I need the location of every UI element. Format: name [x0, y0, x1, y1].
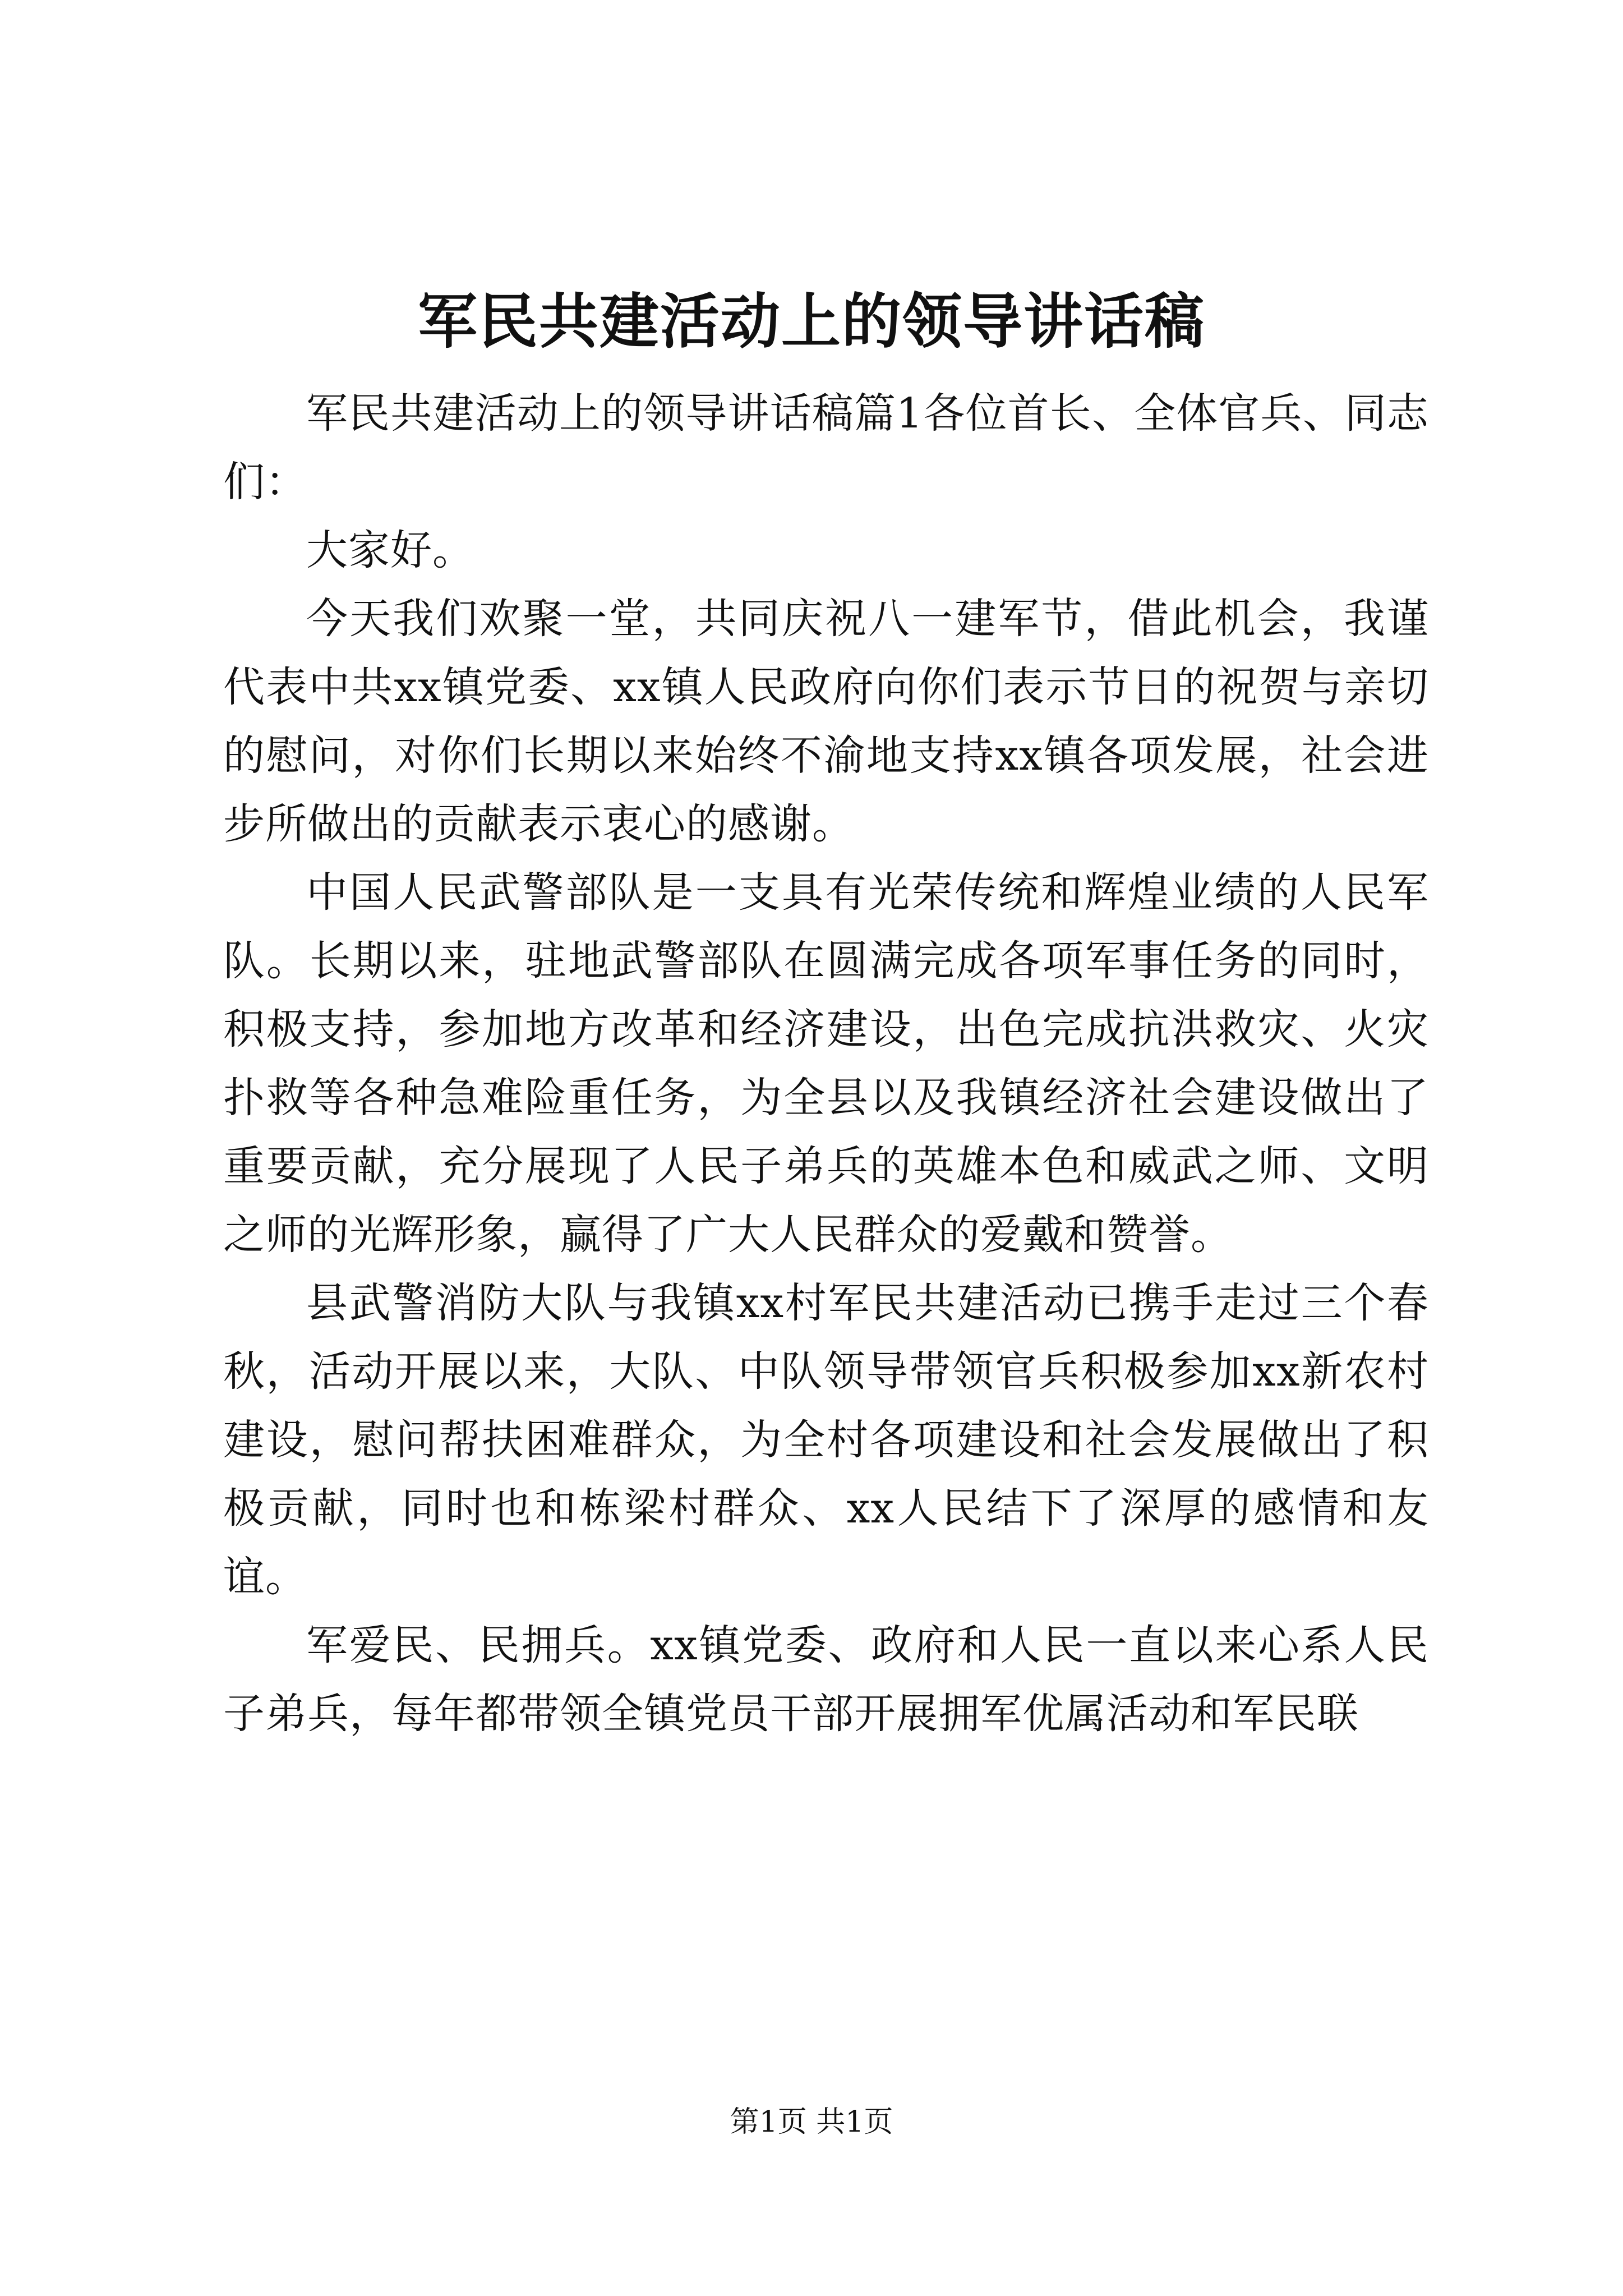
paragraph: 今天我们欢聚一堂，共同庆祝八一建军节，借此机会，我谨代表中共xx镇党委、xx镇人民政府向你们表示节日的祝贺与亲切的慰问，对你们长期以来始终不渝地支持xx镇各项发展，社会进步所做出的贡献表示衷心的感谢。: [223, 595, 1429, 848]
paragraph: 军爱民、民拥兵。xx镇党委、政府和人民一直以来心系人民子弟兵，每年都带领全镇党员干部开展拥军优属活动和军民联: [223, 1621, 1429, 1738]
paragraph: 县武警消防大队与我镇xx村军民共建活动已携手走过三个春秋，活动开展以来，大队、中队领导带领官兵积极参加xx新农村建设，慰问帮扶困难群众，为全村各项建设和社会发展做出了积极贡献，同时也和栋梁村群众、xx人民结下了深厚的感情和友谊。: [223, 1279, 1429, 1601]
page-footer: 第1页 共1页: [730, 2105, 893, 2139]
paragraph: 中国人民武警部队是一支具有光荣传统和辉煌业绩的人民军队。长期以来，驻地武警部队在圆满完成各项军事任务的同时，积极支持，参加地方改革和经济建设，出色完成抗洪救灾、火灾扑救等各种急难险重任务，为全县以及我镇经济社会建设做出了重要贡献，充分展现了人民子弟兵的英雄本色和威武之师、文明之师的光辉形象，赢得了广大人民群众的爱戴和赞誉。: [223, 868, 1429, 1259]
document-title: 军民共建活动上的领导讲话稿: [418, 286, 1205, 356]
paragraph: 军民共建活动上的领导讲话稿篇1各位首长、全体官兵、同志们：: [223, 389, 1429, 506]
document-body: [223, 379, 1429, 1748]
paragraph: 大家好。: [306, 526, 474, 574]
